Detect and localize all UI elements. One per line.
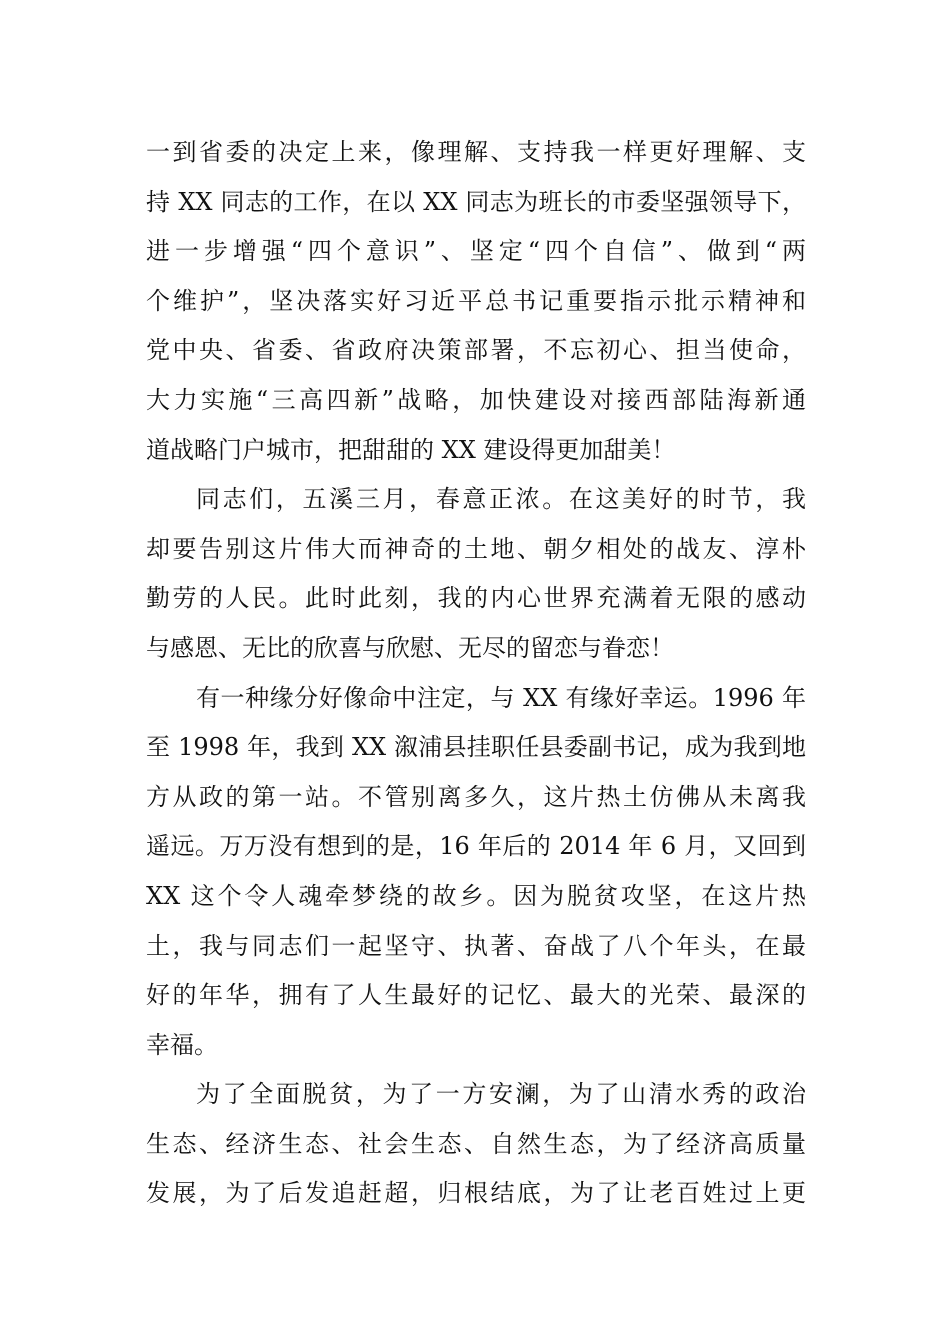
paragraph-line: 好的年华，拥有了人生最好的记忆、最大的光荣、最深的 <box>146 981 806 1010</box>
document-body <box>146 128 806 1219</box>
paragraph-line: 持 XX 同志的工作，在以 XX 同志为班长的市委坚强领导下， <box>146 187 806 216</box>
paragraph-line: 大力实施“三高四新”战略，加快建设对接西部陆海新通 <box>146 385 806 414</box>
paragraph-line: 个维护”，坚决落实好习近平总书记重要指示批示精神和 <box>146 286 806 315</box>
paragraph-line: 方从政的第一站。不管别离多久，这片热土仿佛从未离我 <box>146 782 806 811</box>
paragraph-line: 发展，为了后发追赶超，归根结底，为了让老百姓过上更 <box>146 1179 806 1208</box>
paragraph-line: 为了全面脱贫，为了一方安澜，为了山清水秀的政治 <box>196 1080 806 1109</box>
paragraph-line: 勤劳的人民。此时此刻，我的内心世界充满着无限的感动 <box>146 584 806 613</box>
paragraph <box>146 1070 806 1219</box>
paragraph-line: 同志们，五溪三月，春意正浓。在这美好的时节，我 <box>196 485 806 514</box>
paragraph-line: 一到省委的决定上来，像理解、支持我一样更好理解、支 <box>146 138 806 166</box>
paragraph <box>146 128 806 475</box>
paragraph-line: 土，我与同志们一起坚守、执著、奋战了八个年头，在最 <box>146 931 806 960</box>
paragraph <box>146 674 806 1071</box>
paragraph-line: 幸福。 <box>146 1030 218 1059</box>
paragraph-line: 党中央、省委、省政府决策部署，不忘初心、担当使命， <box>146 336 806 365</box>
paragraph <box>146 475 806 673</box>
paragraph-line: 遥远。万万没有想到的是，16 年后的 2014 年 6 月，又回到 <box>146 832 806 861</box>
paragraph-line: 生态、经济生态、社会生态、自然生态，为了经济高质量 <box>146 1129 806 1158</box>
paragraph-line: 进一步增强“四个意识”、坚定“四个自信”、做到“两 <box>146 237 806 266</box>
paragraph-line: 至 1998 年，我到 XX 溆浦县挂职任县委副书记，成为我到地 <box>146 733 806 762</box>
paragraph-line: 与感恩、无比的欣喜与欣慰、无尽的留恋与眷恋！ <box>146 633 674 662</box>
paragraph-line: 却要告别这片伟大而神奇的土地、朝夕相处的战友、淳朴 <box>146 534 806 563</box>
paragraph-line: XX 这个令人魂牵梦绕的故乡。因为脱贫攻坚，在这片热 <box>146 881 806 910</box>
paragraph-line: 有一种缘分好像命中注定，与 XX 有缘好幸运。1996 年 <box>196 683 806 712</box>
paragraph-line: 道战略门户城市，把甜甜的 XX 建设得更加甜美！ <box>146 435 676 464</box>
